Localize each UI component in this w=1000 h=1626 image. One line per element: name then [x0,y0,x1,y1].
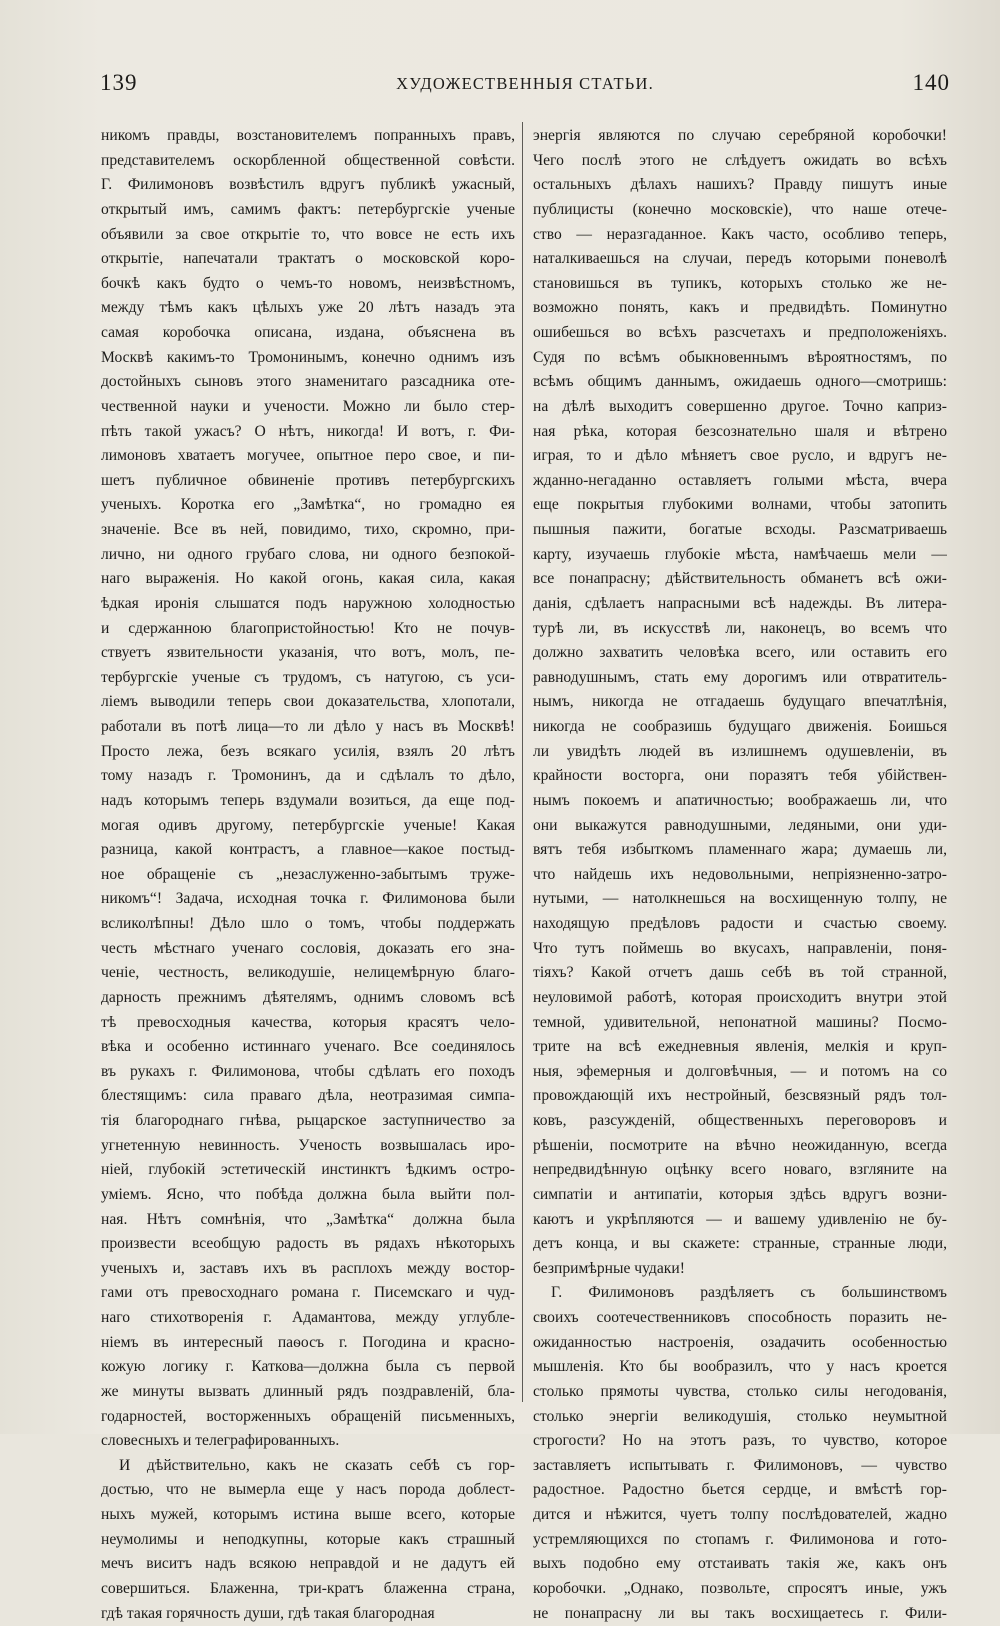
text-line: возможно понять, какъ и предвидѣть. Поминутно [533,296,947,321]
text-line: устремляющихся по стопамъ г. Филимонова и гото- [533,1528,947,1553]
text-line: Что тутъ поймешь во вкусахъ, направленіи, поня- [533,937,947,962]
text-line: никомъ правды, возстановителемъ попранныхъ правъ, [101,124,515,149]
text-line: лично, ни одного грубаго слова, ни одного безпокой- [101,543,515,568]
text-line: детъ конца, и вы скажете: странные, странные люди, [533,1232,947,1257]
text-line: кожую логику г. Каткова—должна была съ первой [101,1355,515,1380]
text-line: и сдержанною благопристойностью! Кто не почув- [101,617,515,642]
text-line: совершиться. Блаженна, три-кратъ блаженна страна, [101,1577,515,1602]
text-line: ліемъ выводили теперь свои доказательства, хлопотали, [101,690,515,715]
text-line: каютъ и укрѣпляются — и вашему удивленію не бу- [533,1208,947,1233]
text-line: ковъ, разсужденій, общественныхъ переговоровъ и [533,1109,947,1134]
text-line: ное обращеніе съ „незаслуженно-забытымъ труже- [101,863,515,888]
text-line: остальныхъ дѣлахъ нашихъ? Правду пишутъ иные [533,173,947,198]
text-line: никомъ“! Задача, исходная точка г. Филимонова были [101,887,515,912]
text-line: неумолимы и неподкупны, которые какъ страшный [101,1528,515,1553]
text-line: объявили за свое открытіе то, что вовсе не есть ихъ [101,223,515,248]
text-line: Чего послѣ этого не слѣдуетъ ожидать во всѣхъ [533,149,947,174]
text-line: ошибешься во всѣхъ разсчетахъ и предположеніяхъ. [533,321,947,346]
text-line: ныя, эфемерныя и долговѣчныя, — и потомъ на со [533,1060,947,1085]
text-line: ли увидѣть людей въ излишнемъ одушевленіи, въ [533,740,947,765]
text-line: всѣмъ общимъ даннымъ, ожидаешь одного—смотришь: [533,370,947,395]
text-line: своихъ соотечественниковъ способность поразить не- [533,1306,947,1331]
text-line: провождающій ихъ нестройный, безсвязный рядъ тол- [533,1084,947,1109]
text-line: ная. Нѣтъ сомнѣнія, что „Замѣтка“ должна была [101,1208,515,1233]
text-line: никогда не сообразишь будущаго движенія. Боишься [533,715,947,740]
text-line: ствуетъ язвительности указанія, что вотъ, молъ, пе- [101,641,515,666]
text-line: непредвидѣнную оцѣнку всего новаго, взгляните на [533,1158,947,1183]
text-line: на дѣлѣ выходитъ совершенно другое. Точно каприз- [533,395,947,420]
text-line: мечъ виситъ надъ всякою неправдой и не дадутъ ей [101,1552,515,1577]
text-line: же минуты вызвать длинный рядъ поздравленій, бла- [101,1380,515,1405]
left-text-column [101,124,515,1626]
text-line: наго выраженія. Но какой огонь, какая сила, какая [101,567,515,592]
text-line: ученыхъ и, заставъ ихъ въ расплохъ между востор- [101,1257,515,1282]
text-line: Просто лежа, безъ всякаго усилія, взялъ 20 лѣтъ [101,740,515,765]
text-line: разница, какой контрастъ, а главное—какое постыд- [101,838,515,863]
text-line: годарностей, восторженныхъ обращеній письменныхъ, [101,1405,515,1430]
text-line: наго стихотворенія г. Адамантова, между углублe- [101,1306,515,1331]
left-page-number: 139 [100,70,138,96]
text-line: коробочки. „Однако, позвольте, спросятъ иные, ужъ [533,1577,947,1602]
text-line: работали въ потѣ лица—то ли дѣло у насъ въ Москвѣ! [101,715,515,740]
text-line: между тѣмъ какъ цѣлыхъ уже 20 лѣтъ назадъ эта [101,296,515,321]
text-line: ніемъ въ интересный паѳосъ г. Погодина и красно- [101,1331,515,1356]
text-line: энергія являются по случаю серебряной коробочки! [533,124,947,149]
text-line: лимоновъ хватаетъ могучее, опытное перо свое, и пи- [101,444,515,469]
text-line: находящую предѣловъ радости и счастью своему. [533,912,947,937]
text-line: гдѣ такая горячность души, гдѣ такая благородная [101,1602,515,1626]
text-line: шетъ публичное обвиненіе противъ петербургскихъ [101,469,515,494]
text-line: въ рукахъ г. Филимонова, чтобы сдѣлать его походъ [101,1060,515,1085]
text-line: не понапрасну ли вы такъ восхищаетесь г. Фили- [533,1602,947,1626]
text-line: публицисты (конечно московскіе), что наше отече- [533,198,947,223]
text-line: честь мѣстнаго ученаго сословія, доказать его зна- [101,937,515,962]
running-header [100,70,950,104]
text-line: тѣ превосходныя качества, которыя красятъ чело- [101,1011,515,1036]
text-line: ученыхъ. Коротка его „Замѣтка“, но громадно ея [101,493,515,518]
text-line: чественной науки и учености. Можно ли было стер- [101,395,515,420]
text-line: столько прямоты чувства, столько силы негодованія, [533,1380,947,1405]
text-line: Г. Филимоновъ раздѣляетъ съ большинствомъ [533,1281,947,1306]
text-line: еще покрытыя глубокими волнами, чтобы затопить [533,493,947,518]
text-line: трите на всѣ ежедневныя явленія, мелкія и круп- [533,1035,947,1060]
text-line: все понапрасну; дѣйствительность обманетъ всѣ ожи- [533,567,947,592]
text-line: тербургскіе ученые съ трудомъ, съ натугою, съ уси- [101,666,515,691]
text-line: ченіе, честность, великодушіе, нелицемѣрную благо- [101,961,515,986]
text-line: тіяхъ? Какой отчетъ дашь себѣ въ той странной, [533,961,947,986]
text-line: играя, то и дѣло мѣняетъ свое русло, и вдругъ не- [533,444,947,469]
text-line: бочкѣ какъ будто о чемъ-то новомъ, неизвѣстномъ, [101,272,515,297]
text-line: дится и нѣжится, чуетъ толпу послѣдователей, жадно [533,1503,947,1528]
text-line: пѣть такой ужасъ? О нѣтъ, никогда! И вотъ, г. Фи- [101,420,515,445]
text-line: ныхъ мужей, которымъ истина выше всего, которые [101,1503,515,1528]
text-line: блестящимъ: сила праваго дѣла, неотразимая симпа- [101,1084,515,1109]
text-line: симпатіи и антипатіи, которыя здѣсь вдругъ возни- [533,1183,947,1208]
text-line: дарность прежнимъ дѣятелямъ, однимъ словомъ всѣ [101,986,515,1011]
text-line: нымъ покоемъ и апатичностью; воображаешь ли, что [533,789,947,814]
text-line: пышныя пажити, богатые всходы. Разсматриваешь [533,518,947,543]
text-line: карту, изучаешь глубокіе мѣста, намѣчаешь мели — [533,543,947,568]
text-line: что найдешь ихъ недовольными, непріязненно-затро- [533,863,947,888]
text-line: тія благороднаго гнѣва, рыцарское заступничество за [101,1109,515,1134]
text-line: заставляетъ испытывать г. Филимоновъ, — чувство [533,1454,947,1479]
text-line: столько энергіи великодушія, столько неумытной [533,1405,947,1430]
text-line: наталкиваешься на случаи, передъ которыми поневолѣ [533,247,947,272]
text-line: произвести всеобщую радость въ рядахъ нѣкоторыхъ [101,1232,515,1257]
column-divider [522,122,523,1402]
text-line: достью, что не вымерла еще у насъ порода доблест- [101,1478,515,1503]
text-line: достойныхъ сыновъ этого знаменитаго разсадника оте- [101,370,515,395]
text-line: И дѣйствительно, какъ не сказать себѣ съ гор- [101,1454,515,1479]
text-line: самая коробочка описана, издана, объяснена въ [101,321,515,346]
text-line: ѣдкая иронія слышатся подъ наружною холодностью [101,592,515,617]
text-line: открытіе, напечатали трактатъ о московской коро- [101,247,515,272]
text-line: выхъ подобно ему отстаивать такія же, какъ онъ [533,1552,947,1577]
text-line: надъ которымъ теперь вздумали возиться, да еще под- [101,789,515,814]
right-page-number: 140 [913,70,951,96]
text-line: открытый имъ, самимъ фактъ: петербургскіе ученые [101,198,515,223]
text-line: данія, сдѣлаетъ напрасными всѣ надежды. Въ литера- [533,592,947,617]
text-line: крайности восторга, они поразятъ тебя убійствен- [533,764,947,789]
text-line: неуловимой работѣ, которая происходитъ внутри этой [533,986,947,1011]
text-line: турѣ ли, въ искусствѣ ли, наконецъ, во всемъ что [533,617,947,642]
text-line: рѣшеніи, посмотрите на вѣчно неожиданную, всегда [533,1134,947,1159]
text-line: ство — неразгаданное. Какъ часто, особливо теперь, [533,223,947,248]
text-line: должно захватить человѣка всего, или оставить его [533,641,947,666]
text-line: мышленія. Кто бы вообразилъ, что у насъ кроется [533,1355,947,1380]
text-line: вятъ тебя избыткомъ пламеннаго жара; думаешь ли, [533,838,947,863]
text-line: темной, удивительной, непонатной машины? Посмо- [533,1011,947,1036]
text-line: радостное. Радостно бьется сердце, и вмѣстѣ гор- [533,1478,947,1503]
text-line: тому назадъ г. Тромонинъ, да и сдѣлалъ то дѣло, [101,764,515,789]
text-line: Судя по всѣмъ обыкновеннымъ вѣроятностямъ, по [533,346,947,371]
text-line: значеніе. Все въ ней, повидимо, тихо, скромно, при- [101,518,515,543]
text-line: равнодушнымъ, стать ему дорогимъ или отвратитель- [533,666,947,691]
text-line: могая одивъ другому, петербургскіе ученые! Какая [101,814,515,839]
text-line: Г. Филимоновъ возвѣстилъ вдругъ публикѣ ужасный, [101,173,515,198]
text-line: Москвѣ какимъ-то Тромонинымъ, конечно однимъ изъ [101,346,515,371]
text-line: жданно-негаданно оставляетъ голыми мѣста, вчера [533,469,947,494]
text-line: ная рѣка, которая безсознательно шаля и вѣтрено [533,420,947,445]
text-line: всликолѣпны! Дѣло шло о томъ, чтобы поддержать [101,912,515,937]
text-line: гами отъ превосходнаго романа г. Писемскаго и чуд- [101,1281,515,1306]
text-line: нымъ, никогда не отгадаешь будущаго впечатлѣнія, [533,690,947,715]
text-line: безпримѣрные чудаки! [533,1257,947,1282]
text-line: угнетенную невинность. Ученость возвышалась иро- [101,1134,515,1159]
text-line: уміемъ. Ясно, что побѣда должна была выйти пол- [101,1183,515,1208]
text-line: ожиданностью настроенія, озадачить особенностью [533,1331,947,1356]
text-line: представителемъ оскорбленной общественной совѣсти. [101,149,515,174]
text-line: строгости? Но на этотъ разъ, то чувство, которое [533,1429,947,1454]
text-line: вѣка и особенно истиннаго ученаго. Все соединялось [101,1035,515,1060]
right-text-column [533,124,947,1626]
text-line: становишься въ тупикъ, которыхъ столько же не- [533,272,947,297]
running-title: ХУДОЖЕСТВЕННЫЯ СТАТЬИ. [100,74,950,94]
text-line: словесныхъ и телеграфированныхъ. [101,1429,515,1454]
text-line: ніей, глубокій эстетическій инстинктъ ѣдкимъ остро- [101,1158,515,1183]
text-line: нутыми, — натолкнешься на восхищенную толпу, не [533,887,947,912]
text-line: они выкажутся равнодушными, ледяными, они уди- [533,814,947,839]
